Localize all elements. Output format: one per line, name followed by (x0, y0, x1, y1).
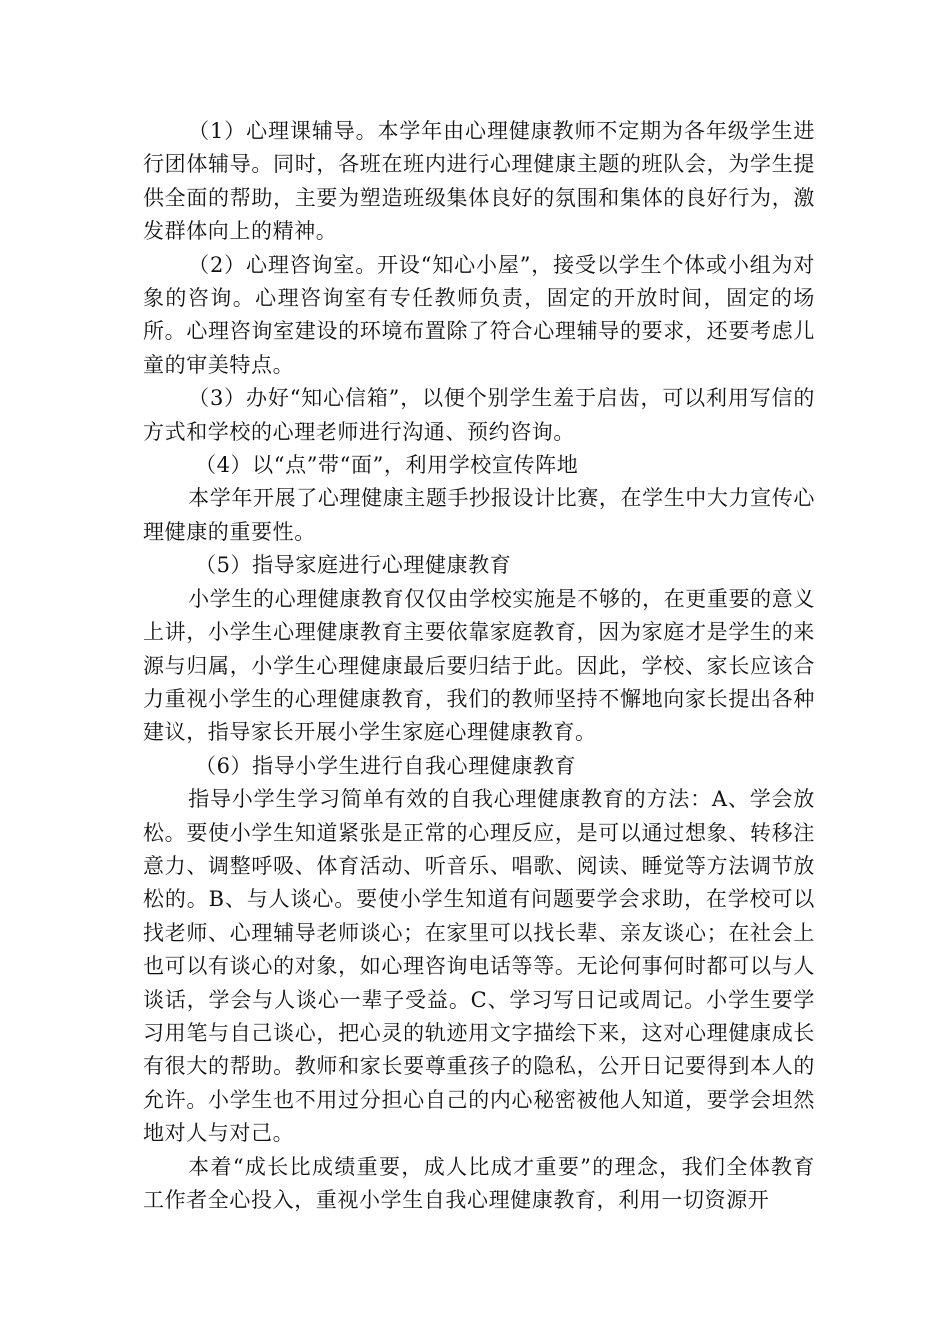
paragraph-counseling-room: （2）心理咨询室。开设“知心小屋”，接受以学生个体或小组为对象的咨询。心理咨询室有专任教师负责，固定的开放时间，固定的场所。心理咨询室建设的环境布置除了符合心理辅导的要求，还要考虑儿童的审美特点。 (143, 252, 815, 377)
document-body (143, 115, 815, 1217)
heading-publicity: （4）以“点”带“面”，利用学校宣传阵地 (195, 453, 579, 478)
paragraph-family-education: 小学生的心理健康教育仅仅由学校实施是不够的，在更重要的意义上讲，小学生心理健康教育主要依靠家庭教育，因为家庭才是学生的来源与归属，小学生心理健康最后要归结于此。因此，学校、家长应该合力重视小学生的心理健康教育，我们的教师坚持不懈地向家长提出各种建议，指导家长开展小学生家庭心理健康教育。 (143, 586, 815, 745)
paragraph-publicity: 本学年开展了心理健康主题手抄报设计比赛，在学生中大力宣传心理健康的重要性。 (143, 486, 815, 544)
paragraph-self-education: 指导小学生学习简单有效的自我心理健康教育的方法：A、学会放松。要使小学生知道紧张是正常的心理反应，是可以通过想象、转移注意力、调整呼吸、体育活动、听音乐、唱歌、阅读、睡觉等方法调节放松的。B、与人谈心。要使小学生知道有问题要学会求助，在学校可以找老师、心理辅导老师谈心；在家里可以找长辈、亲友谈心；在社会上也可以有谈心的对象，如心理咨询电话等等。无论何事何时都可以与人谈话，学会与人谈心一辈子受益。C、学习写日记或周记。小学生要学习用笔与自己谈心，把心灵的轨迹用文字描绘下来，这对心理健康成长有很大的帮助。教师和家长要尊重孩子的隐私，公开日记要得到本人的允许。小学生也不用过分担心自己的内心秘密被他人知道，要学会坦然地对人与对己。 (143, 787, 815, 1146)
paragraph-counseling-class: （1）心理课辅导。本学年由心理健康教师不定期为各年级学生进行团体辅导。同时，各班在班内进行心理健康主题的班队会，为学生提供全面的帮助，主要为塑造班级集体良好的氛围和集体的良好行为，激发群体向上的精神。 (143, 119, 815, 244)
paragraph-mailbox: （3）办好“知心信箱”，以便个别学生羞于启齿，可以利用写信的方式和学校的心理老师进行沟通、预约咨询。 (143, 386, 815, 444)
heading-family-education: （5）指导家庭进行心理健康教育 (195, 553, 512, 578)
heading-self-education: （6）指导小学生进行自我心理健康教育 (195, 753, 577, 778)
paragraph-conclusion: 本着“成长比成绩重要，成人比成才重要”的理念，我们全体教育工作者全心投入，重视小学生自我心理健康教育，利用一切资源开 (143, 1154, 815, 1212)
